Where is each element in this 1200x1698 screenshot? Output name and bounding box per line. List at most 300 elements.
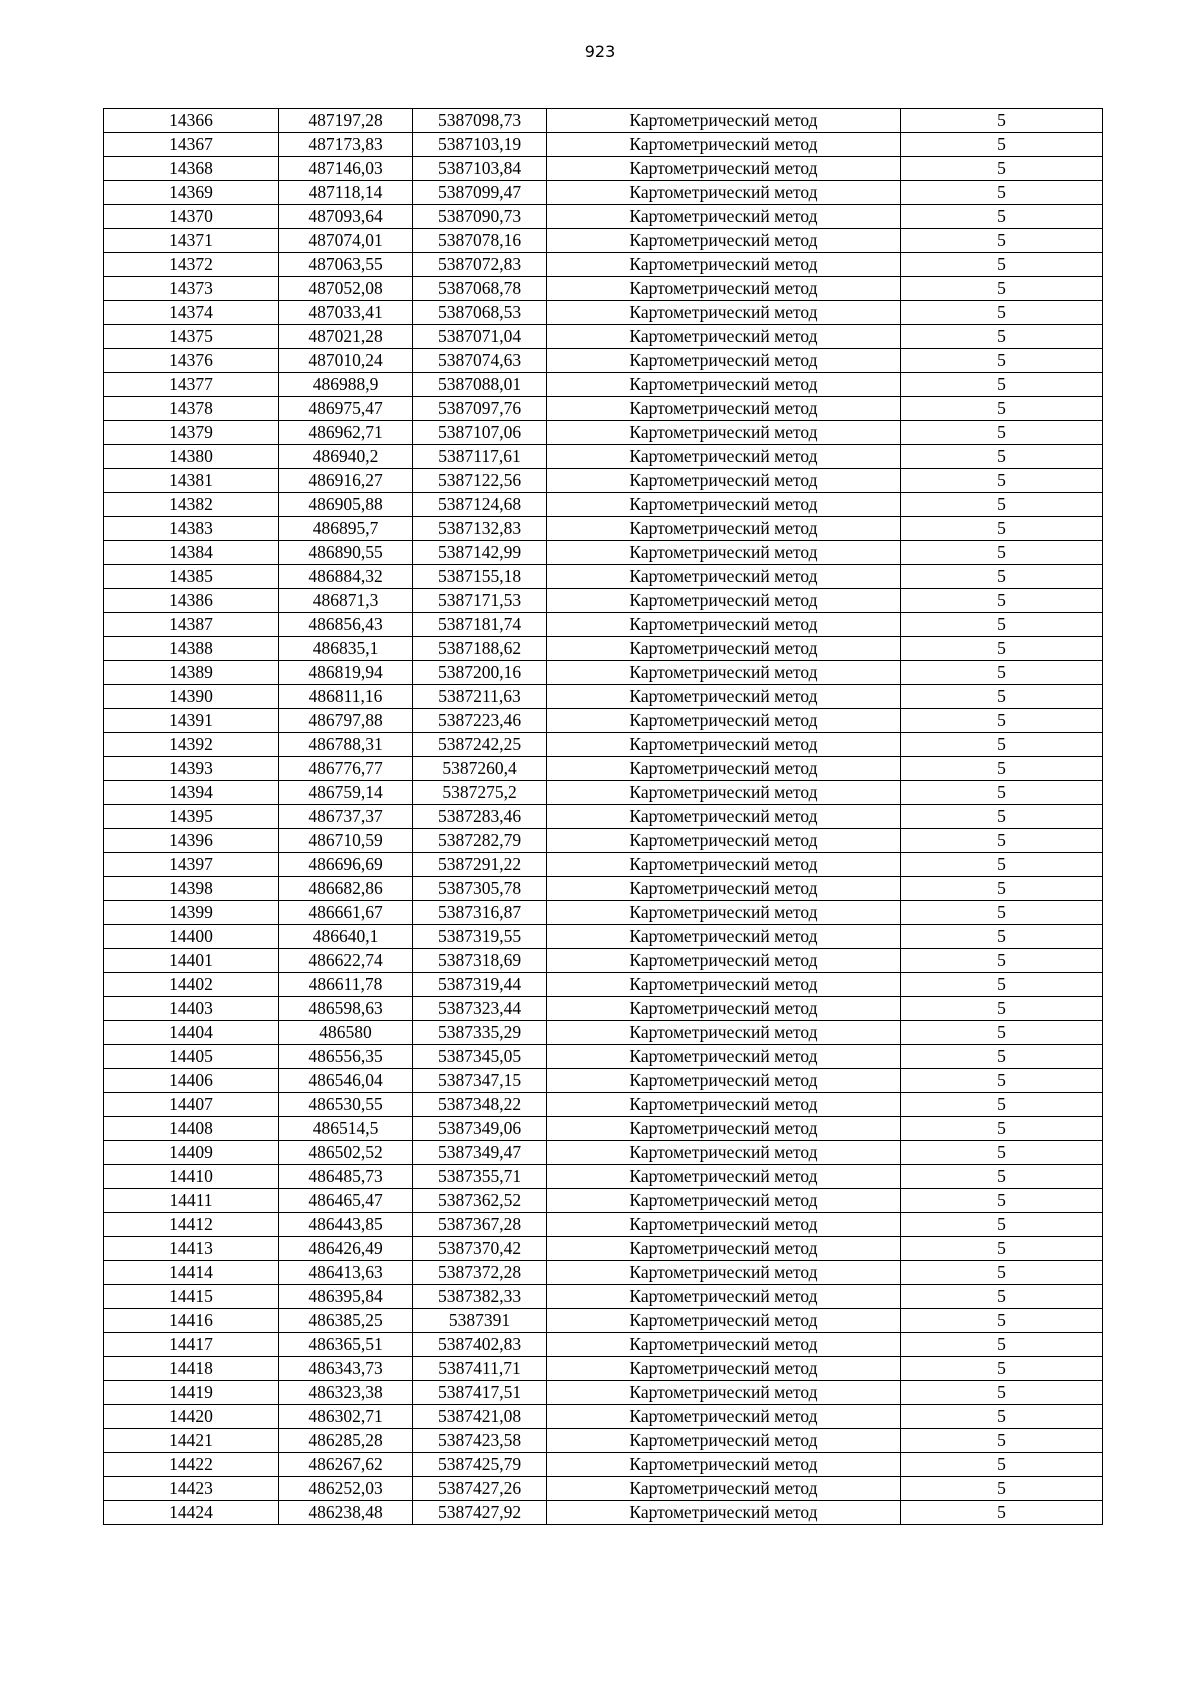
method-cell: Картометрический метод [547, 1189, 901, 1213]
y-coordinate-cell: 5387421,08 [413, 1405, 547, 1429]
accuracy-cell: 5 [901, 1333, 1103, 1357]
accuracy-cell: 5 [901, 1141, 1103, 1165]
x-coordinate-cell: 486819,94 [279, 661, 413, 685]
y-coordinate-cell: 5387349,06 [413, 1117, 547, 1141]
accuracy-cell: 5 [901, 301, 1103, 325]
point-number-cell: 14398 [104, 877, 279, 901]
x-coordinate-cell: 487063,55 [279, 253, 413, 277]
x-coordinate-cell: 486871,3 [279, 589, 413, 613]
y-coordinate-cell: 5387211,63 [413, 685, 547, 709]
point-number-cell: 14389 [104, 661, 279, 685]
accuracy-cell: 5 [901, 1261, 1103, 1285]
table-row [104, 1093, 1103, 1117]
accuracy-cell: 5 [901, 109, 1103, 133]
table-row [104, 925, 1103, 949]
table-row [104, 781, 1103, 805]
x-coordinate-cell: 486710,59 [279, 829, 413, 853]
y-coordinate-cell: 5387349,47 [413, 1141, 547, 1165]
x-coordinate-cell: 486696,69 [279, 853, 413, 877]
accuracy-cell: 5 [901, 493, 1103, 517]
y-coordinate-cell: 5387068,78 [413, 277, 547, 301]
method-cell: Картометрический метод [547, 565, 901, 589]
accuracy-cell: 5 [901, 637, 1103, 661]
table-row [104, 589, 1103, 613]
method-cell: Картометрический метод [547, 1477, 901, 1501]
table-row [104, 1021, 1103, 1045]
accuracy-cell: 5 [901, 613, 1103, 637]
table-row [104, 1069, 1103, 1093]
point-number-cell: 14370 [104, 205, 279, 229]
point-number-cell: 14424 [104, 1501, 279, 1525]
point-number-cell: 14414 [104, 1261, 279, 1285]
accuracy-cell: 5 [901, 469, 1103, 493]
table-row [104, 661, 1103, 685]
point-number-cell: 14413 [104, 1237, 279, 1261]
accuracy-cell: 5 [901, 733, 1103, 757]
point-number-cell: 14423 [104, 1477, 279, 1501]
x-coordinate-cell: 487197,28 [279, 109, 413, 133]
y-coordinate-cell: 5387335,29 [413, 1021, 547, 1045]
table-row [104, 685, 1103, 709]
method-cell: Картометрический метод [547, 805, 901, 829]
y-coordinate-cell: 5387411,71 [413, 1357, 547, 1381]
x-coordinate-cell: 486759,14 [279, 781, 413, 805]
accuracy-cell: 5 [901, 541, 1103, 565]
y-coordinate-cell: 5387370,42 [413, 1237, 547, 1261]
method-cell: Картометрический метод [547, 1309, 901, 1333]
table-row [104, 709, 1103, 733]
x-coordinate-cell: 486788,31 [279, 733, 413, 757]
point-number-cell: 14411 [104, 1189, 279, 1213]
x-coordinate-cell: 486856,43 [279, 613, 413, 637]
accuracy-cell: 5 [901, 853, 1103, 877]
table-row [104, 1357, 1103, 1381]
accuracy-cell: 5 [901, 277, 1103, 301]
accuracy-cell: 5 [901, 997, 1103, 1021]
method-cell: Картометрический метод [547, 733, 901, 757]
method-cell: Картометрический метод [547, 1141, 901, 1165]
point-number-cell: 14403 [104, 997, 279, 1021]
point-number-cell: 14397 [104, 853, 279, 877]
x-coordinate-cell: 486502,52 [279, 1141, 413, 1165]
table-row [104, 1045, 1103, 1069]
accuracy-cell: 5 [901, 925, 1103, 949]
point-number-cell: 14375 [104, 325, 279, 349]
point-number-cell: 14405 [104, 1045, 279, 1069]
accuracy-cell: 5 [901, 1213, 1103, 1237]
y-coordinate-cell: 5387078,16 [413, 229, 547, 253]
accuracy-cell: 5 [901, 661, 1103, 685]
y-coordinate-cell: 5387318,69 [413, 949, 547, 973]
table-row [104, 541, 1103, 565]
method-cell: Картометрический метод [547, 349, 901, 373]
accuracy-cell: 5 [901, 1381, 1103, 1405]
accuracy-cell: 5 [901, 1117, 1103, 1141]
y-coordinate-cell: 5387423,58 [413, 1429, 547, 1453]
accuracy-cell: 5 [901, 1309, 1103, 1333]
y-coordinate-cell: 5387291,22 [413, 853, 547, 877]
x-coordinate-cell: 486797,88 [279, 709, 413, 733]
point-number-cell: 14373 [104, 277, 279, 301]
accuracy-cell: 5 [901, 325, 1103, 349]
point-number-cell: 14371 [104, 229, 279, 253]
accuracy-cell: 5 [901, 877, 1103, 901]
y-coordinate-cell: 5387103,84 [413, 157, 547, 181]
method-cell: Картометрический метод [547, 781, 901, 805]
accuracy-cell: 5 [901, 229, 1103, 253]
method-cell: Картометрический метод [547, 1165, 901, 1189]
point-number-cell: 14396 [104, 829, 279, 853]
x-coordinate-cell: 486238,48 [279, 1501, 413, 1525]
method-cell: Картометрический метод [547, 301, 901, 325]
table-row [104, 1429, 1103, 1453]
method-cell: Картометрический метод [547, 157, 901, 181]
point-number-cell: 14412 [104, 1213, 279, 1237]
point-number-cell: 14384 [104, 541, 279, 565]
point-number-cell: 14402 [104, 973, 279, 997]
method-cell: Картометрический метод [547, 901, 901, 925]
point-number-cell: 14417 [104, 1333, 279, 1357]
y-coordinate-cell: 5387124,68 [413, 493, 547, 517]
method-cell: Картометрический метод [547, 1093, 901, 1117]
table-row [104, 829, 1103, 853]
y-coordinate-cell: 5387072,83 [413, 253, 547, 277]
y-coordinate-cell: 5387068,53 [413, 301, 547, 325]
method-cell: Картометрический метод [547, 1429, 901, 1453]
x-coordinate-cell: 487146,03 [279, 157, 413, 181]
table-row [104, 1477, 1103, 1501]
point-number-cell: 14381 [104, 469, 279, 493]
table-row [104, 1309, 1103, 1333]
x-coordinate-cell: 486385,25 [279, 1309, 413, 1333]
x-coordinate-cell: 487118,14 [279, 181, 413, 205]
point-number-cell: 14399 [104, 901, 279, 925]
x-coordinate-cell: 487010,24 [279, 349, 413, 373]
y-coordinate-cell: 5387282,79 [413, 829, 547, 853]
method-cell: Картометрический метод [547, 181, 901, 205]
table-row [104, 229, 1103, 253]
y-coordinate-cell: 5387132,83 [413, 517, 547, 541]
x-coordinate-cell: 486395,84 [279, 1285, 413, 1309]
coordinates-table-body [104, 109, 1103, 1525]
accuracy-cell: 5 [901, 1165, 1103, 1189]
y-coordinate-cell: 5387171,53 [413, 589, 547, 613]
y-coordinate-cell: 5387417,51 [413, 1381, 547, 1405]
x-coordinate-cell: 486962,71 [279, 421, 413, 445]
table-row [104, 1117, 1103, 1141]
x-coordinate-cell: 487021,28 [279, 325, 413, 349]
accuracy-cell: 5 [901, 1045, 1103, 1069]
method-cell: Картометрический метод [547, 1021, 901, 1045]
method-cell: Картометрический метод [547, 517, 901, 541]
x-coordinate-cell: 486598,63 [279, 997, 413, 1021]
method-cell: Картометрический метод [547, 877, 901, 901]
point-number-cell: 14401 [104, 949, 279, 973]
table-row [104, 637, 1103, 661]
method-cell: Картометрический метод [547, 1381, 901, 1405]
method-cell: Картометрический метод [547, 589, 901, 613]
point-number-cell: 14404 [104, 1021, 279, 1045]
table-row [104, 325, 1103, 349]
y-coordinate-cell: 5387260,4 [413, 757, 547, 781]
table-row [104, 1501, 1103, 1525]
y-coordinate-cell: 5387319,44 [413, 973, 547, 997]
accuracy-cell: 5 [901, 133, 1103, 157]
method-cell: Картометрический метод [547, 445, 901, 469]
point-number-cell: 14395 [104, 805, 279, 829]
x-coordinate-cell: 487093,64 [279, 205, 413, 229]
point-number-cell: 14366 [104, 109, 279, 133]
method-cell: Картометрический метод [547, 253, 901, 277]
table-row [104, 1165, 1103, 1189]
accuracy-cell: 5 [901, 1357, 1103, 1381]
accuracy-cell: 5 [901, 1429, 1103, 1453]
x-coordinate-cell: 486580 [279, 1021, 413, 1045]
x-coordinate-cell: 486890,55 [279, 541, 413, 565]
y-coordinate-cell: 5387099,47 [413, 181, 547, 205]
y-coordinate-cell: 5387181,74 [413, 613, 547, 637]
point-number-cell: 14369 [104, 181, 279, 205]
accuracy-cell: 5 [901, 517, 1103, 541]
method-cell: Картометрический метод [547, 1045, 901, 1069]
accuracy-cell: 5 [901, 901, 1103, 925]
method-cell: Картометрический метод [547, 1237, 901, 1261]
y-coordinate-cell: 5387305,78 [413, 877, 547, 901]
x-coordinate-cell: 486267,62 [279, 1453, 413, 1477]
accuracy-cell: 5 [901, 421, 1103, 445]
x-coordinate-cell: 486640,1 [279, 925, 413, 949]
point-number-cell: 14422 [104, 1453, 279, 1477]
table-row [104, 277, 1103, 301]
method-cell: Картометрический метод [547, 997, 901, 1021]
x-coordinate-cell: 486285,28 [279, 1429, 413, 1453]
point-number-cell: 14400 [104, 925, 279, 949]
x-coordinate-cell: 487052,08 [279, 277, 413, 301]
point-number-cell: 14379 [104, 421, 279, 445]
accuracy-cell: 5 [901, 1093, 1103, 1117]
table-row [104, 493, 1103, 517]
method-cell: Картометрический метод [547, 1117, 901, 1141]
x-coordinate-cell: 486622,74 [279, 949, 413, 973]
table-row [104, 1141, 1103, 1165]
point-number-cell: 14393 [104, 757, 279, 781]
table-row [104, 1453, 1103, 1477]
x-coordinate-cell: 486302,71 [279, 1405, 413, 1429]
y-coordinate-cell: 5387103,19 [413, 133, 547, 157]
y-coordinate-cell: 5387362,52 [413, 1189, 547, 1213]
method-cell: Картометрический метод [547, 1213, 901, 1237]
x-coordinate-cell: 486465,47 [279, 1189, 413, 1213]
table-row [104, 517, 1103, 541]
x-coordinate-cell: 486323,38 [279, 1381, 413, 1405]
table-row [104, 853, 1103, 877]
point-number-cell: 14409 [104, 1141, 279, 1165]
x-coordinate-cell: 486661,67 [279, 901, 413, 925]
x-coordinate-cell: 486916,27 [279, 469, 413, 493]
table-row [104, 1405, 1103, 1429]
y-coordinate-cell: 5387319,55 [413, 925, 547, 949]
table-row [104, 805, 1103, 829]
method-cell: Картометрический метод [547, 541, 901, 565]
point-number-cell: 14410 [104, 1165, 279, 1189]
method-cell: Картометрический метод [547, 1357, 901, 1381]
method-cell: Картометрический метод [547, 1261, 901, 1285]
accuracy-cell: 5 [901, 1501, 1103, 1525]
method-cell: Картометрический метод [547, 325, 901, 349]
point-number-cell: 14380 [104, 445, 279, 469]
method-cell: Картометрический метод [547, 685, 901, 709]
table-row [104, 949, 1103, 973]
y-coordinate-cell: 5387074,63 [413, 349, 547, 373]
point-number-cell: 14387 [104, 613, 279, 637]
accuracy-cell: 5 [901, 805, 1103, 829]
method-cell: Картометрический метод [547, 469, 901, 493]
table-row [104, 445, 1103, 469]
method-cell: Картометрический метод [547, 853, 901, 877]
point-number-cell: 14391 [104, 709, 279, 733]
y-coordinate-cell: 5387098,73 [413, 109, 547, 133]
point-number-cell: 14421 [104, 1429, 279, 1453]
y-coordinate-cell: 5387425,79 [413, 1453, 547, 1477]
table-row [104, 997, 1103, 1021]
accuracy-cell: 5 [901, 949, 1103, 973]
point-number-cell: 14382 [104, 493, 279, 517]
y-coordinate-cell: 5387275,2 [413, 781, 547, 805]
x-coordinate-cell: 486530,55 [279, 1093, 413, 1117]
y-coordinate-cell: 5387223,46 [413, 709, 547, 733]
method-cell: Картометрический метод [547, 613, 901, 637]
x-coordinate-cell: 486905,88 [279, 493, 413, 517]
x-coordinate-cell: 486895,7 [279, 517, 413, 541]
method-cell: Картометрический метод [547, 1501, 901, 1525]
table-row [104, 877, 1103, 901]
y-coordinate-cell: 5387188,62 [413, 637, 547, 661]
table-row [104, 613, 1103, 637]
x-coordinate-cell: 486737,37 [279, 805, 413, 829]
point-number-cell: 14416 [104, 1309, 279, 1333]
table-row [104, 421, 1103, 445]
y-coordinate-cell: 5387200,16 [413, 661, 547, 685]
x-coordinate-cell: 487173,83 [279, 133, 413, 157]
point-number-cell: 14376 [104, 349, 279, 373]
point-number-cell: 14406 [104, 1069, 279, 1093]
y-coordinate-cell: 5387372,28 [413, 1261, 547, 1285]
method-cell: Картометрический метод [547, 1453, 901, 1477]
y-coordinate-cell: 5387283,46 [413, 805, 547, 829]
table-row [104, 1261, 1103, 1285]
point-number-cell: 14368 [104, 157, 279, 181]
x-coordinate-cell: 486514,5 [279, 1117, 413, 1141]
method-cell: Картометрический метод [547, 421, 901, 445]
method-cell: Картометрический метод [547, 109, 901, 133]
accuracy-cell: 5 [901, 1189, 1103, 1213]
method-cell: Картометрический метод [547, 1069, 901, 1093]
y-coordinate-cell: 5387142,99 [413, 541, 547, 565]
y-coordinate-cell: 5387402,83 [413, 1333, 547, 1357]
x-coordinate-cell: 486485,73 [279, 1165, 413, 1189]
point-number-cell: 14386 [104, 589, 279, 613]
y-coordinate-cell: 5387367,28 [413, 1213, 547, 1237]
method-cell: Картометрический метод [547, 1333, 901, 1357]
accuracy-cell: 5 [901, 1285, 1103, 1309]
page-number: 923 [584, 42, 616, 61]
table-row [104, 349, 1103, 373]
accuracy-cell: 5 [901, 757, 1103, 781]
point-number-cell: 14407 [104, 1093, 279, 1117]
accuracy-cell: 5 [901, 253, 1103, 277]
table-row [104, 1213, 1103, 1237]
accuracy-cell: 5 [901, 181, 1103, 205]
x-coordinate-cell: 486343,73 [279, 1357, 413, 1381]
y-coordinate-cell: 5387107,06 [413, 421, 547, 445]
accuracy-cell: 5 [901, 1477, 1103, 1501]
y-coordinate-cell: 5387316,87 [413, 901, 547, 925]
x-coordinate-cell: 486556,35 [279, 1045, 413, 1069]
x-coordinate-cell: 486611,78 [279, 973, 413, 997]
table-row [104, 469, 1103, 493]
method-cell: Картометрический метод [547, 973, 901, 997]
accuracy-cell: 5 [901, 1405, 1103, 1429]
x-coordinate-cell: 486835,1 [279, 637, 413, 661]
y-coordinate-cell: 5387347,15 [413, 1069, 547, 1093]
x-coordinate-cell: 486776,77 [279, 757, 413, 781]
accuracy-cell: 5 [901, 589, 1103, 613]
x-coordinate-cell: 486988,9 [279, 373, 413, 397]
x-coordinate-cell: 486546,04 [279, 1069, 413, 1093]
y-coordinate-cell: 5387323,44 [413, 997, 547, 1021]
point-number-cell: 14418 [104, 1357, 279, 1381]
point-number-cell: 14377 [104, 373, 279, 397]
point-number-cell: 14394 [104, 781, 279, 805]
point-number-cell: 14383 [104, 517, 279, 541]
point-number-cell: 14419 [104, 1381, 279, 1405]
y-coordinate-cell: 5387391 [413, 1309, 547, 1333]
x-coordinate-cell: 486443,85 [279, 1213, 413, 1237]
y-coordinate-cell: 5387348,22 [413, 1093, 547, 1117]
x-coordinate-cell: 487033,41 [279, 301, 413, 325]
method-cell: Картометрический метод [547, 949, 901, 973]
x-coordinate-cell: 486426,49 [279, 1237, 413, 1261]
y-coordinate-cell: 5387427,92 [413, 1501, 547, 1525]
table-row [104, 301, 1103, 325]
table-row [104, 397, 1103, 421]
y-coordinate-cell: 5387097,76 [413, 397, 547, 421]
table-row [104, 1333, 1103, 1357]
point-number-cell: 14378 [104, 397, 279, 421]
table-row [104, 181, 1103, 205]
method-cell: Картометрический метод [547, 1285, 901, 1309]
method-cell: Картометрический метод [547, 205, 901, 229]
accuracy-cell: 5 [901, 373, 1103, 397]
y-coordinate-cell: 5387427,26 [413, 1477, 547, 1501]
accuracy-cell: 5 [901, 781, 1103, 805]
point-number-cell: 14415 [104, 1285, 279, 1309]
table-row [104, 901, 1103, 925]
method-cell: Картометрический метод [547, 493, 901, 517]
table-row [104, 733, 1103, 757]
point-number-cell: 14367 [104, 133, 279, 157]
y-coordinate-cell: 5387355,71 [413, 1165, 547, 1189]
table-row [104, 133, 1103, 157]
table-row [104, 373, 1103, 397]
point-number-cell: 14420 [104, 1405, 279, 1429]
method-cell: Картометрический метод [547, 133, 901, 157]
y-coordinate-cell: 5387242,25 [413, 733, 547, 757]
table-row [104, 1237, 1103, 1261]
method-cell: Картометрический метод [547, 1405, 901, 1429]
method-cell: Картометрический метод [547, 925, 901, 949]
table-row [104, 109, 1103, 133]
